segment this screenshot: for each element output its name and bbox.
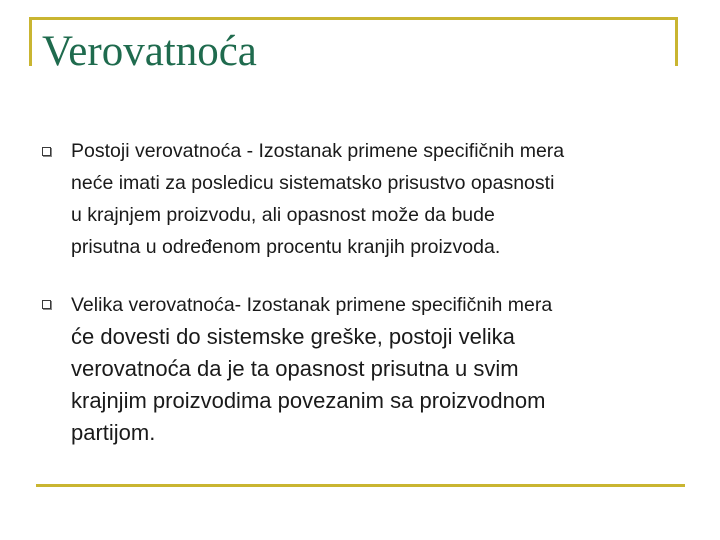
bullet-line: prisutna u određenom procentu kranjih proizvoda. — [71, 236, 501, 258]
slide-title: Verovatnoća — [42, 28, 257, 75]
bullet-text — [71, 289, 691, 449]
bullet-line: u krajnjem proizvodu, ali opasnost može da bude — [71, 204, 495, 226]
bullet-line: neće imati za posledicu sistematsko prisustvo opasnosti — [71, 172, 555, 194]
bullet-line: će dovesti do sistemske greške, postoji velika — [71, 324, 515, 349]
frame-top-rule — [29, 17, 678, 20]
bullet-text — [71, 135, 691, 263]
bullet-line: Velika verovatnoća- Izostanak primene specifičnih mera — [71, 294, 553, 316]
frame-bottom-rule — [36, 484, 685, 487]
bullet-line: verovatnoća da je ta opasnost prisutna u svim — [71, 356, 519, 381]
hollow-square-bullet-icon — [42, 300, 51, 309]
bullet-line: Postoji verovatnoća - Izostanak primene specifičnih mera — [71, 140, 565, 162]
hollow-square-bullet-icon — [42, 147, 51, 156]
bullet-line: krajnjim proizvodima povezanim sa proizvodnom — [71, 388, 546, 413]
frame-left-rule — [29, 17, 32, 66]
frame-right-rule — [675, 17, 678, 66]
bullet-line: partijom. — [71, 420, 156, 445]
